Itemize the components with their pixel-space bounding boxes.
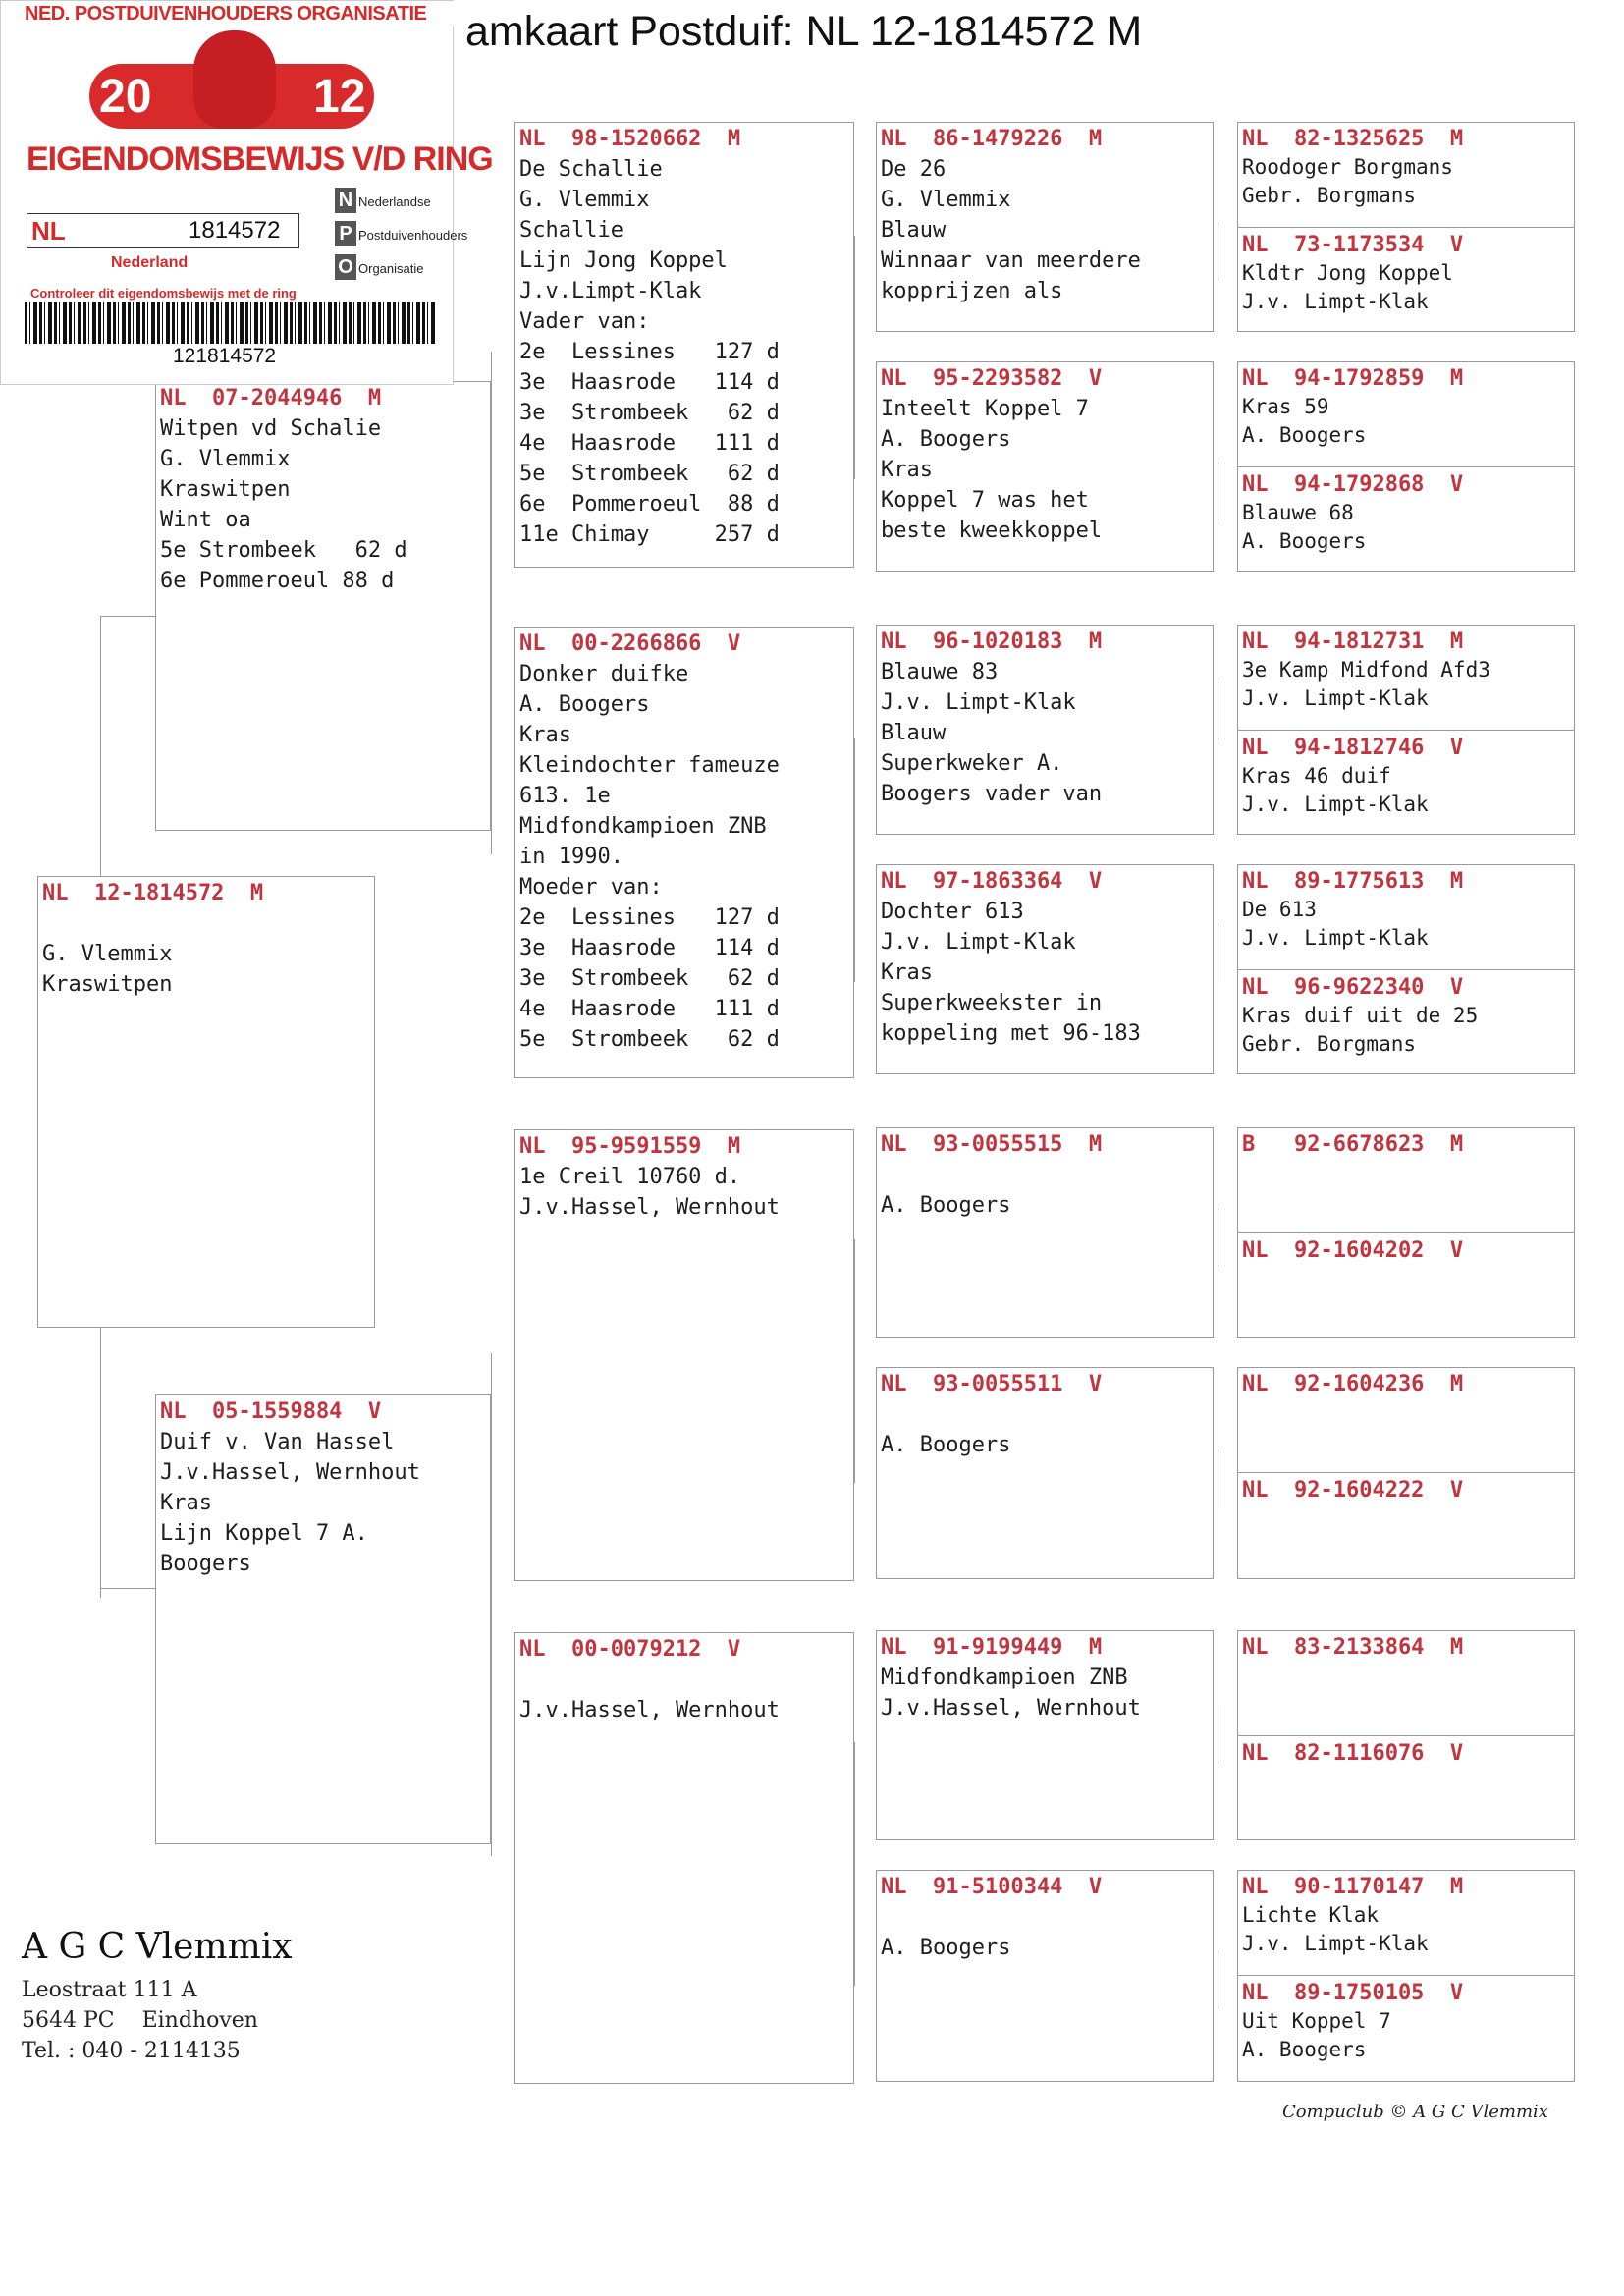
pigeon-fff	[876, 122, 1214, 332]
connector-father	[491, 352, 515, 854]
npo-o: O Organisatie	[335, 254, 423, 280]
pigeon-info: A. Boogers	[881, 1433, 1011, 1457]
ring-number: NL 95-9591559 M	[519, 1134, 741, 1159]
ring-number: NL 94-1812731 M	[1242, 629, 1464, 654]
pigeon-info: Lichte Klak J.v. Limpt-Klak	[1242, 1903, 1429, 1955]
pigeon-pair-8	[1237, 1870, 1575, 2082]
divider	[1238, 227, 1574, 228]
pigeon-g7	[1238, 867, 1574, 971]
ring-number: NL 86-1479226 M	[881, 127, 1103, 151]
pigeon-pair-2	[1237, 361, 1575, 572]
ring-number: NL 82-1325625 M	[1242, 127, 1464, 151]
pigeon-info: Blauwe 83 J.v. Limpt-Klak Blauw Superkweker A. Boogers vader van	[881, 660, 1103, 806]
connector-subject-mother	[100, 1588, 155, 1589]
pigeon-mfm	[876, 1367, 1214, 1579]
ring-number: NL 89-1775613 M	[1242, 869, 1464, 894]
ring-number: NL 95-2293582 V	[881, 366, 1103, 391]
pigeon-g4	[1238, 470, 1574, 556]
footer-credit: Compuclub © A G C Vlemmix	[1282, 2102, 1548, 2122]
page-title: amkaart Postduif: NL 12-1814572 M	[465, 8, 1143, 55]
pigeon-ff	[514, 122, 854, 568]
pigeon-mmf	[876, 1630, 1214, 1840]
certificate-label: EIGENDOMSBEWIJS V/D RING	[27, 140, 493, 178]
pigeon-g16	[1238, 1979, 1574, 2064]
barcode-number: 121814572	[173, 345, 277, 367]
pigeon-pair-7	[1237, 1630, 1575, 1840]
control-text: Controleer dit eigendomsbewijs met de ring	[30, 286, 297, 301]
pigeon-mmm	[876, 1870, 1214, 2082]
pigeon-g3	[1238, 364, 1574, 468]
owner-tel: Tel. : 040 - 2114135	[22, 2039, 241, 2063]
ring-number: NL 96-1020183 M	[881, 629, 1103, 654]
pigeon-info: Witpen vd Schalie G. Vlemmix Kraswitpen Wint oa 5e Strombeek 62 d 6e Pommeroeul 88 d	[160, 416, 407, 593]
ring-number: NL 00-2266866 V	[519, 631, 741, 656]
pigeon-g14	[1238, 1739, 1574, 1768]
ownership-certificate	[0, 0, 493, 385]
ring-number: NL 93-0055515 M	[881, 1132, 1103, 1157]
pigeon-subject	[37, 876, 375, 1328]
ring-number: 1814572	[189, 217, 281, 244]
divider	[1238, 1472, 1574, 1473]
pigeon-ffm	[876, 361, 1214, 572]
pigeon-g5	[1238, 628, 1574, 732]
ring-number-field	[27, 213, 299, 248]
pigeon-info: J.v.Hassel, Wernhout	[519, 1698, 780, 1722]
pigeon-pair-5	[1237, 1127, 1575, 1338]
pigeon-father	[155, 381, 491, 831]
pigeon-pair-3	[1237, 625, 1575, 835]
ring-number: NL 97-1863364 V	[881, 869, 1103, 894]
pigeon-pair-4	[1237, 864, 1575, 1074]
divider	[1238, 969, 1574, 970]
connector-g-c	[1218, 682, 1238, 740]
pigeon-g8	[1238, 973, 1574, 1059]
ring-number: NL 07-2044946 M	[160, 386, 382, 410]
pigeon-fm	[514, 627, 854, 1078]
connector-g-h	[1218, 1950, 1238, 2009]
divider	[1238, 1975, 1574, 1976]
connector-g-g	[1218, 1705, 1238, 1764]
lion-emblem-icon	[193, 30, 276, 129]
pigeon-g1	[1238, 125, 1574, 229]
divider	[1238, 1735, 1574, 1736]
connector-g-a	[1218, 222, 1238, 281]
ring-number: NL 91-9199449 M	[881, 1635, 1103, 1660]
year-right: 12	[313, 71, 366, 123]
pigeon-info: De Schallie G. Vlemmix Schallie Lijn Jong Koppel J.v.Limpt-Klak Vader van: 2e Lessines 127 d 3e Haasrode 114 d 3e Strombeek 62 d 4e Haasrode 111 d 5e Strombeek 62 d 6e Pommeroeul 88 d 11e Chimay 257 d	[519, 157, 780, 547]
pigeon-mm	[514, 1632, 854, 2084]
pigeon-g6	[1238, 734, 1574, 819]
pigeon-g10	[1238, 1236, 1574, 1265]
connector-g-b	[1218, 462, 1238, 520]
ring-number: NL 94-1812746 V	[1242, 736, 1464, 760]
connector-g-e	[1218, 1208, 1238, 1267]
pigeon-info: Donker duifke A. Boogers Kras Kleindochter fameuze 613. 1e Midfondkampioen ZNB in 1990. Moeder van: 2e Lessines 127 d 3e Haasrode 114 d 3e Strombeek 62 d 4e Haasrode 111 d 5e Strombeek 62 d	[519, 662, 780, 1052]
ring-number: NL 93-0055511 V	[881, 1372, 1103, 1396]
pigeon-mother	[155, 1394, 491, 1844]
pigeon-info: 3e Kamp Midfond Afd3 J.v. Limpt-Klak	[1242, 658, 1490, 710]
pigeon-g11	[1238, 1370, 1574, 1474]
pigeon-info: Duif v. Van Hassel J.v.Hassel, Wernhout Kras Lijn Koppel 7 A. Boogers	[160, 1430, 420, 1576]
ring-number: NL 96-9622340 V	[1242, 975, 1464, 1000]
connector-g-d	[1218, 923, 1238, 982]
ring-number: NL 94-1792868 V	[1242, 472, 1464, 497]
pigeon-info: Uit Koppel 7 A. Boogers	[1242, 2009, 1391, 2061]
pigeon-info: A. Boogers	[881, 1193, 1011, 1218]
npo-p: P Postduivenhouders	[335, 221, 467, 246]
year-left: 20	[99, 71, 152, 123]
pigeon-fmm	[876, 864, 1214, 1074]
ring-number: NL 05-1559884 V	[160, 1399, 382, 1424]
pigeon-info: De 26 G. Vlemmix Blauw Winnaar van meerdere kopprijzen als	[881, 157, 1141, 303]
pigeon-mff	[876, 1127, 1214, 1338]
pigeon-g13	[1238, 1633, 1574, 1737]
pigeon-info: Kras duif uit de 25 Gebr. Borgmans	[1242, 1004, 1479, 1056]
connector-mm	[854, 1742, 877, 1986]
ring-number: NL 73-1173534 V	[1242, 233, 1464, 257]
pigeon-pair-1	[1237, 122, 1575, 332]
pigeon-fmf	[876, 625, 1214, 835]
pigeon-pair-6	[1237, 1367, 1575, 1579]
connector-fm	[854, 738, 877, 982]
divider	[1238, 730, 1574, 731]
owner-city: 5644 PC Eindhoven	[22, 2008, 258, 2033]
pigeon-info: Kldtr Jong Koppel J.v. Limpt-Klak	[1242, 261, 1453, 313]
pigeon-info: Dochter 613 J.v. Limpt-Klak Kras Superkweekster in koppeling met 96-183	[881, 900, 1141, 1046]
pigeon-info: Blauwe 68 A. Boogers	[1242, 501, 1367, 553]
divider	[1238, 1232, 1574, 1233]
ring-number: NL 92-1604202 V	[1242, 1238, 1464, 1263]
connector-subject-father	[100, 616, 155, 617]
pigeon-info: Midfondkampioen ZNB J.v.Hassel, Wernhout	[881, 1666, 1141, 1721]
pigeon-info: De 613 J.v. Limpt-Klak	[1242, 898, 1429, 950]
pigeon-g9	[1238, 1130, 1574, 1234]
ring-number: NL 91-5100344 V	[881, 1875, 1103, 1899]
pigeon-info: A. Boogers	[881, 1936, 1011, 1960]
ring-number: B 92-6678623 M	[1242, 1132, 1464, 1157]
ring-number: NL 83-2133864 M	[1242, 1635, 1464, 1660]
country-code: NL	[31, 216, 66, 246]
ring-number: NL 92-1604236 M	[1242, 1372, 1464, 1396]
pigeon-info: Roodoger Borgmans Gebr. Borgmans	[1242, 155, 1453, 207]
npo-n: N Nederlandse	[335, 188, 431, 213]
ring-number: NL 90-1170147 M	[1242, 1875, 1464, 1899]
pigeon-info: G. Vlemmix Kraswitpen	[42, 942, 173, 997]
pigeon-info: Kras 59 A. Boogers	[1242, 395, 1367, 447]
owner-info	[22, 1927, 293, 2066]
pigeon-info: Inteelt Koppel 7 A. Boogers Kras Koppel 7 was het beste kweekkoppel	[881, 397, 1103, 543]
ring-number: NL 82-1116076 V	[1242, 1741, 1464, 1766]
connector-g-f	[1218, 1449, 1238, 1508]
divider	[1238, 466, 1574, 467]
pigeon-g12	[1238, 1476, 1574, 1504]
ring-number: NL 98-1520662 M	[519, 127, 741, 151]
ring-number: NL 92-1604222 V	[1242, 1478, 1464, 1503]
pigeon-info: Kras 46 duif J.v. Limpt-Klak	[1242, 764, 1429, 816]
ring-number: NL 94-1792859 M	[1242, 366, 1464, 391]
pigeon-mf	[514, 1129, 854, 1581]
pigeon-info: 1e Creil 10760 d. J.v.Hassel, Wernhout	[519, 1165, 780, 1220]
pigeon-g2	[1238, 231, 1574, 316]
owner-name: A G C Vlemmix	[22, 1927, 293, 1967]
pigeon-g15	[1238, 1873, 1574, 1977]
connector-mother	[491, 1353, 515, 1856]
barcode	[25, 302, 435, 344]
ring-number: NL 12-1814572 M	[42, 881, 264, 905]
ring-number: NL 89-1750105 V	[1242, 1981, 1464, 2005]
ring-number: NL 00-0079212 V	[519, 1637, 741, 1662]
connector-mf	[854, 1239, 877, 1483]
owner-street: Leostraat 111 A	[22, 1978, 197, 2002]
connector-ff	[854, 236, 877, 479]
country-name: Nederland	[111, 254, 189, 271]
org-name: NED. POSTDUIVENHOUDERS ORGANISATIE	[1, 1, 455, 27]
